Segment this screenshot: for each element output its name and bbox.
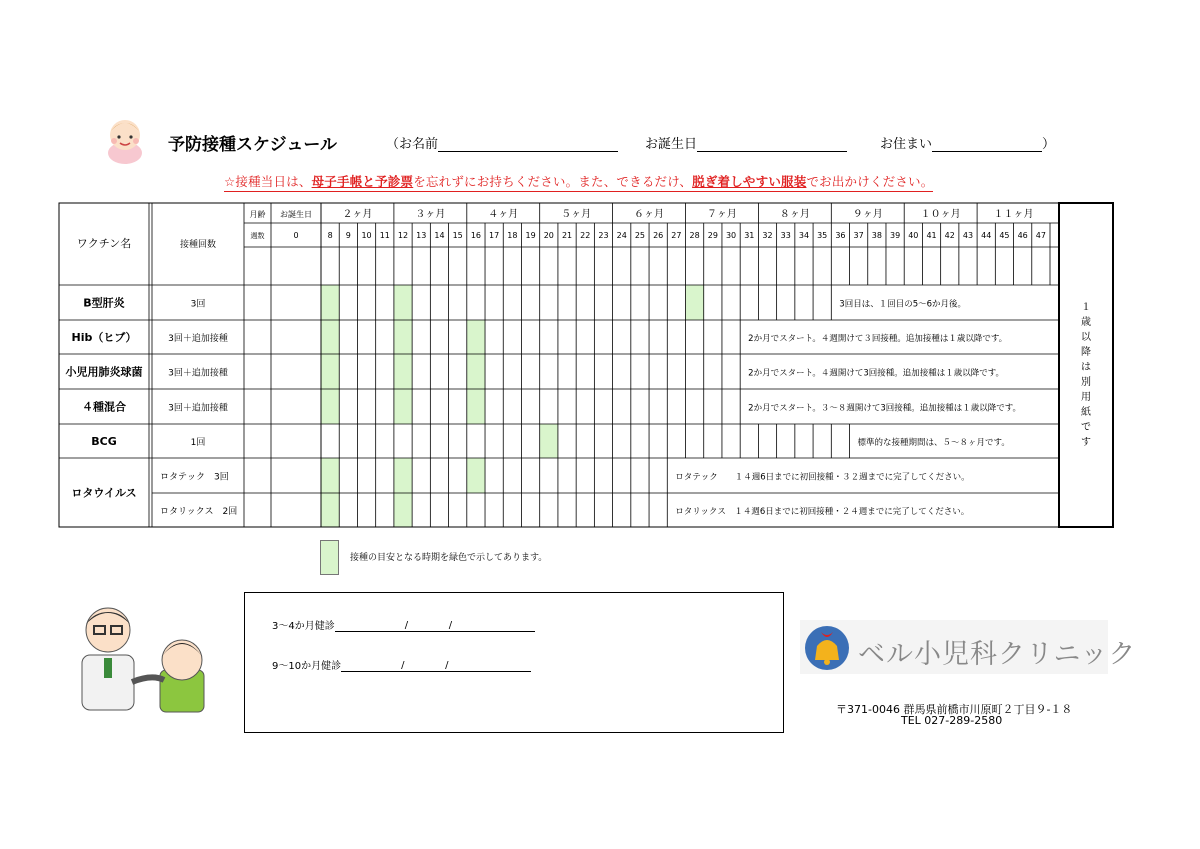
week-number: 21 — [561, 231, 573, 240]
week-number: 11 — [379, 231, 390, 240]
dose-count: 3回＋追加接種 — [168, 368, 228, 379]
vaccine-name: ロタウイルス — [71, 486, 137, 500]
dose-count: 3回＋追加接種 — [168, 334, 228, 344]
week-number: 23 — [598, 231, 609, 240]
side-note-char: 歳 — [1081, 317, 1091, 328]
side-note-char: は — [1081, 362, 1091, 373]
notice-bold1: 母子手帳と予診票 — [311, 174, 414, 189]
side-note-char: 用 — [1081, 392, 1091, 403]
notice-bold2: 脱ぎ着しやすい服装 — [692, 174, 807, 189]
week-number: 25 — [634, 231, 646, 240]
green-cell — [467, 389, 485, 424]
notice-part3: でお出かけください。 — [806, 174, 934, 189]
side-note-char: す — [1081, 437, 1091, 448]
vaccine-name: BCG — [91, 435, 117, 448]
schedule-note: ロタテック １４週6日までに初回接種・３２週までに完了してください。 — [675, 472, 970, 483]
address-label: お住まい — [880, 137, 933, 152]
month-label: ３ヶ月 — [415, 209, 446, 220]
week-number: 19 — [525, 231, 536, 240]
vaccine-name: ４種混合 — [82, 400, 126, 414]
green-cell — [686, 285, 704, 320]
checkup-label-2: 9～10か月健診 — [272, 661, 342, 672]
week-number: 45 — [999, 231, 1010, 240]
month-label: ２ヶ月 — [342, 209, 373, 220]
clinic-tel: TEL 027-289-2580 — [901, 714, 1003, 727]
week-number: 39 — [889, 231, 901, 240]
vaccine-name: Hib（ヒブ） — [71, 331, 137, 344]
week-number: 28 — [689, 231, 700, 240]
dose-count: 1回 — [190, 438, 206, 448]
legend-text: 接種の目安となる時期を緑色で示してあります。 — [350, 553, 548, 563]
week-number: 31 — [744, 231, 755, 240]
vaccine-header: ワクチン名 — [76, 237, 132, 250]
vaccine-name: 小児用肺炎球菌 — [65, 365, 143, 379]
name-label: （お名前 — [386, 137, 439, 152]
week-number: 24 — [616, 231, 627, 240]
week-number: 44 — [981, 231, 992, 240]
birthday-label: お誕生日 — [645, 137, 698, 152]
checkup-row-1[interactable] — [272, 617, 535, 632]
week-number: 18 — [507, 231, 518, 240]
week-number: 34 — [798, 231, 810, 240]
side-note-char: 以 — [1081, 332, 1091, 343]
side-note-char: 別 — [1081, 377, 1091, 388]
clinic-name: ベル小児科クリニック — [858, 639, 1137, 670]
birth-label: お誕生日 — [280, 210, 312, 219]
week-number: 35 — [817, 231, 828, 240]
schedule-note: ロタリックス １４週6日までに初回接種・２４週までに完了してください。 — [675, 507, 970, 517]
week-number: 36 — [835, 231, 846, 240]
checkup-label-1: 3～4か月健診 — [272, 621, 335, 632]
month-label: ６ヶ月 — [634, 209, 665, 220]
week-label: 週数 — [250, 232, 265, 240]
schedule-note: 3回目は、１回目の5～6か月後。 — [839, 299, 967, 310]
month-label: ７ヶ月 — [706, 209, 737, 220]
side-note-char: 紙 — [1081, 407, 1091, 418]
notice-part1: ☆接種当日は、 — [224, 174, 312, 189]
green-cell — [321, 320, 339, 354]
month-label: ８ヶ月 — [779, 209, 810, 220]
week-number: 16 — [470, 231, 482, 240]
green-cell — [540, 424, 558, 458]
week-number: 38 — [871, 231, 882, 240]
green-cell — [321, 493, 339, 527]
week-number: 20 — [543, 231, 554, 240]
green-cell — [394, 285, 412, 320]
green-cell — [394, 389, 412, 424]
week-number: 27 — [671, 231, 682, 240]
schedule-note: 2か月でスタート。４週開けて３回接種。追加接種は１歳以降です。 — [748, 334, 1008, 344]
green-cell — [321, 389, 339, 424]
month-label: １０ヶ月 — [920, 209, 961, 220]
week-number: 32 — [762, 231, 773, 240]
week-number: 42 — [944, 231, 955, 240]
legend-swatch — [320, 540, 339, 575]
dose-count: ロタテック 3回 — [160, 472, 229, 483]
side-note-char: で — [1081, 422, 1091, 433]
green-cell — [394, 458, 412, 493]
week-number: 14 — [434, 231, 445, 240]
age-label: 月齢 — [249, 210, 266, 219]
checkup-row-2[interactable] — [272, 657, 531, 672]
dose-count: 3回＋追加接種 — [168, 403, 228, 414]
week-number: 29 — [707, 231, 718, 240]
week-number: 15 — [452, 231, 463, 240]
week-number: 30 — [725, 231, 737, 240]
checkup-slash: / — [445, 660, 449, 671]
week-number: 26 — [653, 231, 664, 240]
green-cell — [321, 285, 339, 320]
week-number: 41 — [926, 231, 937, 240]
checkup-slash: / — [401, 660, 405, 671]
week-number: 40 — [908, 231, 919, 240]
green-cell — [321, 458, 339, 493]
week-number: 43 — [962, 231, 974, 240]
week-number: 22 — [580, 231, 591, 240]
green-cell — [394, 320, 412, 354]
week-number: 12 — [397, 231, 409, 240]
schedule-note: 標準的な接種期間は、５～８ヶ月です。 — [857, 438, 1010, 448]
green-cell — [467, 320, 485, 354]
checkup-slash: / — [448, 620, 453, 631]
count-header: 接種回数 — [179, 240, 217, 250]
week-number: 46 — [1017, 231, 1028, 240]
schedule-note: 2か月でスタート。３～８週開けて3回接種。追加接種は１歳以降です。 — [748, 403, 1022, 414]
week-number: 47 — [1035, 231, 1046, 240]
vaccine-name: B型肝炎 — [83, 296, 125, 310]
green-cell — [321, 354, 339, 389]
week-number: 17 — [489, 231, 500, 240]
month-label: ９ヶ月 — [852, 209, 883, 220]
page-title: 予防接種スケジュール — [168, 135, 337, 155]
close-paren: ） — [1042, 137, 1056, 152]
clinic-address: 〒371-0046 群馬県前橋市川原町２丁目９-１８ — [836, 703, 1073, 716]
week-number: 8 — [327, 231, 333, 240]
schedule-note: 2か月でスタート。４週開けて3回接種。追加接種は１歳以降です。 — [748, 368, 1005, 379]
week-number: 9 — [345, 231, 351, 240]
bell-logo-icon — [803, 624, 851, 672]
month-label: １１ヶ月 — [993, 209, 1034, 220]
week-number: 13 — [416, 231, 427, 240]
week-number: 33 — [780, 231, 791, 240]
month-label: ５ヶ月 — [561, 209, 592, 220]
dose-count: 3回 — [190, 299, 206, 310]
green-cell — [467, 458, 485, 493]
dose-count: ロタリックス 2回 — [160, 507, 238, 517]
month-label: ４ヶ月 — [488, 209, 519, 220]
checkup-slash: / — [404, 620, 409, 631]
green-cell — [394, 493, 412, 527]
week-number: 37 — [853, 231, 864, 240]
birth-week: 0 — [293, 231, 299, 240]
notice-part2: を忘れずにお持ちください。また、できるだけ、 — [413, 174, 693, 189]
green-cell — [394, 354, 412, 389]
doctor-child-illustration — [72, 600, 212, 715]
week-number: 10 — [361, 231, 372, 240]
green-cell — [467, 354, 485, 389]
side-note-char: 降 — [1081, 347, 1091, 358]
side-note-char: １ — [1081, 302, 1091, 313]
